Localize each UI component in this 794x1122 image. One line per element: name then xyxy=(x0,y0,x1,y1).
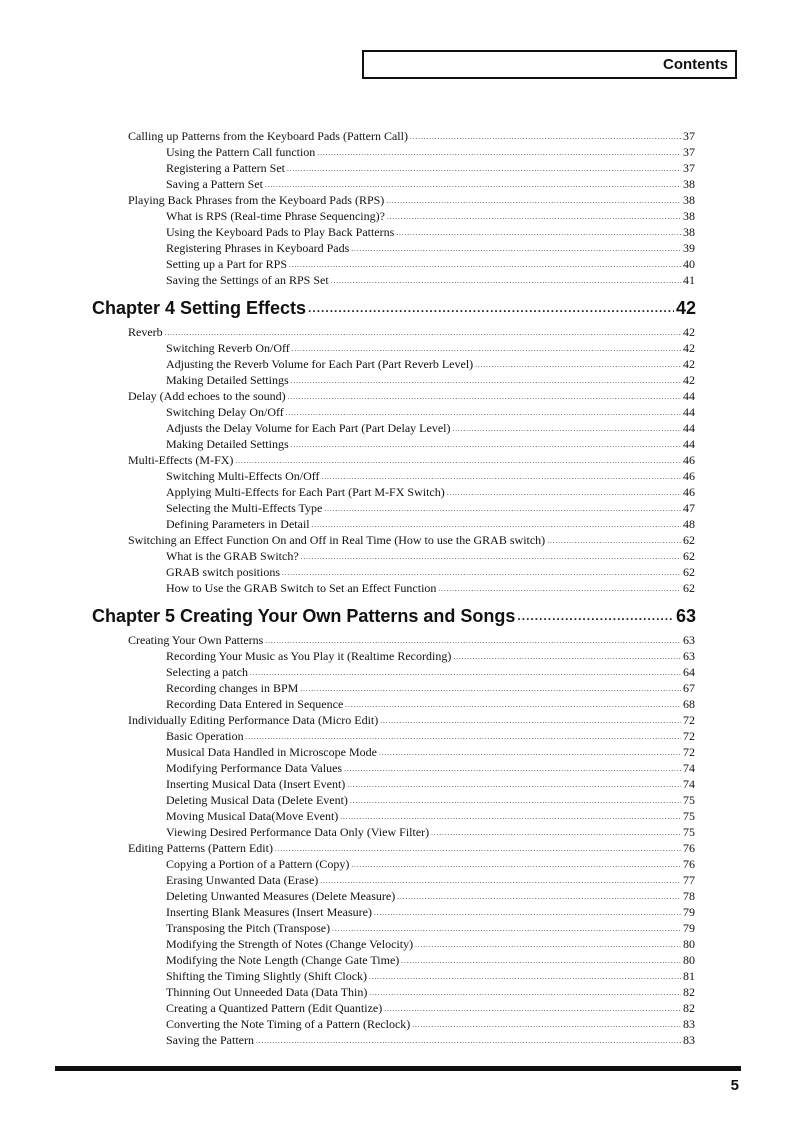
toc-entry[interactable] xyxy=(166,665,695,682)
toc-entry-label: Making Detailed Settings xyxy=(166,373,289,387)
toc-entry-label: Applying Multi-Effects for Each Part (Part M-FX Switch) xyxy=(166,485,445,499)
toc-page-number: 42 xyxy=(683,357,695,371)
toc-page-number: 72 xyxy=(683,729,695,743)
toc-dot-leader xyxy=(256,1034,681,1049)
toc-dot-leader xyxy=(369,970,681,985)
toc-entry[interactable] xyxy=(166,501,695,518)
toc-page-number: 75 xyxy=(683,793,695,807)
toc-dot-leader xyxy=(288,390,681,405)
toc-entry[interactable] xyxy=(128,453,695,470)
toc-entry-label: Modifying Performance Data Values xyxy=(166,761,343,775)
page-number: 5 xyxy=(730,1077,739,1094)
toc-page-number: 80 xyxy=(683,953,695,967)
toc-page-number: 38 xyxy=(683,209,695,223)
toc-page-number: 68 xyxy=(683,697,695,711)
toc-dot-leader xyxy=(387,210,681,225)
toc-entry-label: Creating a Quantized Pattern (Edit Quantize) xyxy=(166,1001,383,1015)
toc-entry[interactable] xyxy=(166,825,695,842)
toc-entry-label: What is RPS (Real-time Phrase Sequencing)? xyxy=(166,209,385,223)
toc-dot-leader xyxy=(547,534,681,549)
toc-page-number: 42 xyxy=(675,298,696,318)
toc-entry-label: Reverb xyxy=(128,325,163,339)
toc-page-number: 42 xyxy=(683,373,695,387)
toc-entry[interactable] xyxy=(128,389,695,406)
toc-entry[interactable] xyxy=(166,421,695,438)
toc-entry-label: Calling up Patterns from the Keyboard Pads (Pattern Call) xyxy=(128,129,408,143)
toc-entry-label: Adjusting the Reverb Volume for Each Part (Part Reverb Level) xyxy=(166,357,474,371)
toc-entry-label: Switching Multi-Effects On/Off xyxy=(166,469,320,483)
toc-entry[interactable] xyxy=(166,649,695,666)
toc-page-number: 42 xyxy=(683,325,695,339)
toc-dot-leader xyxy=(265,634,681,649)
toc-entry-label: Selecting a patch xyxy=(166,665,248,679)
toc-entry[interactable] xyxy=(166,1017,695,1034)
toc-chapter-entry[interactable] xyxy=(92,297,696,321)
toc-entry[interactable] xyxy=(166,437,695,454)
toc-entry-label: Adjusts the Delay Volume for Each Part (Part Delay Level) xyxy=(166,421,451,435)
toc-dot-leader xyxy=(374,906,681,921)
toc-entry[interactable] xyxy=(166,1001,695,1018)
toc-entry-label: GRAB switch positions xyxy=(166,565,281,579)
toc-entry-label: Saving a Pattern Set xyxy=(166,177,263,191)
toc-entry[interactable] xyxy=(166,373,695,390)
toc-entry-label: Delay (Add echoes to the sound) xyxy=(128,389,286,403)
toc-page-number: 38 xyxy=(683,193,695,207)
toc-dot-leader xyxy=(286,406,681,421)
toc-dot-leader xyxy=(475,358,681,373)
toc-entry[interactable] xyxy=(166,1033,695,1050)
toc-entry-label: Erasing Unwanted Data (Erase) xyxy=(166,873,319,887)
toc-page-number: 37 xyxy=(683,161,695,175)
toc-page-number: 83 xyxy=(683,1033,695,1047)
toc-entry[interactable] xyxy=(166,937,695,954)
toc-entry[interactable] xyxy=(166,905,695,922)
toc-entry[interactable] xyxy=(128,841,695,858)
toc-page-number: 72 xyxy=(683,745,695,759)
toc-dot-leader xyxy=(332,922,681,937)
toc-entry-label: Transposing the Pitch (Transpose) xyxy=(166,921,331,935)
toc-page-number: 48 xyxy=(683,517,695,531)
toc-entry-label: Recording Your Music as You Play it (Realtime Recording) xyxy=(166,649,452,663)
toc-dot-leader xyxy=(292,342,681,357)
toc-dot-leader xyxy=(410,130,681,145)
toc-entry[interactable] xyxy=(166,161,695,178)
toc-entry[interactable] xyxy=(166,889,695,906)
toc-entry-label: Chapter 4 Setting Effects xyxy=(92,298,307,318)
toc-page-number: 63 xyxy=(675,606,696,626)
toc-dot-leader xyxy=(340,810,681,825)
toc-entry[interactable] xyxy=(166,681,695,698)
toc-entry-label: Saving the Pattern xyxy=(166,1033,254,1047)
toc-entry[interactable] xyxy=(166,341,695,358)
toc-entry-label: Defining Parameters in Detail xyxy=(166,517,310,531)
section-title: Contents xyxy=(663,56,728,73)
toc-entry[interactable] xyxy=(166,969,695,986)
toc-page-number: 79 xyxy=(683,905,695,919)
toc-entry-label: Inserting Musical Data (Insert Event) xyxy=(166,777,346,791)
toc-entry-label: Converting the Note Timing of a Pattern (Reclock) xyxy=(166,1017,411,1031)
toc-entry-label: How to Use the GRAB Switch to Set an Effect Function xyxy=(166,581,437,595)
toc-entry[interactable] xyxy=(166,469,695,486)
toc-page-number: 75 xyxy=(683,825,695,839)
toc-dot-leader xyxy=(308,297,674,319)
toc-entry-label: Using the Keyboard Pads to Play Back Patterns xyxy=(166,225,395,239)
toc-page-number: 79 xyxy=(683,921,695,935)
toc-page-number: 82 xyxy=(683,1001,695,1015)
toc-entry[interactable] xyxy=(166,729,695,746)
toc-page-number: 40 xyxy=(683,257,695,271)
toc-page-number: 78 xyxy=(683,889,695,903)
toc-entry-label: What is the GRAB Switch? xyxy=(166,549,299,563)
toc-page-number: 46 xyxy=(683,469,695,483)
toc-page-number: 62 xyxy=(683,565,695,579)
toc-entry[interactable] xyxy=(166,257,695,274)
toc-entry-label: Making Detailed Settings xyxy=(166,437,289,451)
toc-entry-label: Saving the Settings of an RPS Set xyxy=(166,273,329,287)
toc-dot-leader xyxy=(345,698,681,713)
toc-page-number: 63 xyxy=(683,633,695,647)
toc-entry[interactable] xyxy=(166,857,695,874)
toc-page-number: 44 xyxy=(683,389,695,403)
toc-entry-label: Deleting Musical Data (Delete Event) xyxy=(166,793,348,807)
toc-dot-leader xyxy=(396,226,681,241)
toc-entry[interactable] xyxy=(166,209,695,226)
toc-page-number: 37 xyxy=(683,145,695,159)
toc-page-number: 44 xyxy=(683,437,695,451)
toc-dot-leader xyxy=(344,762,681,777)
toc-page-number: 74 xyxy=(683,777,695,791)
toc-entry[interactable] xyxy=(166,177,695,194)
toc-entry[interactable] xyxy=(166,953,695,970)
toc-dot-leader xyxy=(380,714,681,729)
toc-entry[interactable] xyxy=(166,985,695,1002)
toc-dot-leader xyxy=(312,518,681,533)
toc-page-number: 67 xyxy=(683,681,695,695)
toc-dot-leader xyxy=(235,454,681,469)
toc-entry[interactable] xyxy=(166,777,695,794)
toc-page-number: 47 xyxy=(683,501,695,515)
toc-entry[interactable] xyxy=(166,565,695,582)
toc-entry-label: Editing Patterns (Pattern Edit) xyxy=(128,841,273,855)
toc-page-number: 83 xyxy=(683,1017,695,1031)
toc-dot-leader xyxy=(384,1002,681,1017)
toc-entry[interactable] xyxy=(166,793,695,810)
footer-rule xyxy=(55,1066,741,1071)
toc-dot-leader xyxy=(320,874,681,889)
toc-dot-leader xyxy=(452,422,681,437)
toc-dot-leader xyxy=(401,954,681,969)
toc-entry-label: Inserting Blank Measures (Insert Measure) xyxy=(166,905,372,919)
toc-dot-leader xyxy=(369,986,681,1001)
toc-entry[interactable] xyxy=(128,533,695,550)
toc-dot-leader xyxy=(351,858,681,873)
toc-entry-label: Multi-Effects (M-FX) xyxy=(128,453,234,467)
toc-entry-label: Musical Data Handled in Microscope Mode xyxy=(166,745,377,759)
toc-page-number: 62 xyxy=(683,549,695,563)
toc-entry[interactable] xyxy=(166,273,695,290)
toc-dot-leader xyxy=(438,582,681,597)
toc-page-number: 81 xyxy=(683,969,695,983)
toc-dot-leader xyxy=(291,438,681,453)
toc-dot-leader xyxy=(322,470,681,485)
toc-entry[interactable] xyxy=(166,485,695,502)
toc-entry-label: Deleting Unwanted Measures (Delete Measure) xyxy=(166,889,396,903)
toc-entry-label: Registering a Pattern Set xyxy=(166,161,285,175)
toc-entry-label: Shifting the Timing Slightly (Shift Clock) xyxy=(166,969,368,983)
toc-page-number: 42 xyxy=(683,341,695,355)
toc-dot-leader xyxy=(275,842,681,857)
toc-entry-label: Registering Phrases in Keyboard Pads xyxy=(166,241,350,255)
toc-entry[interactable] xyxy=(166,745,695,762)
toc-entry[interactable] xyxy=(166,241,695,258)
toc-page-number: 64 xyxy=(683,665,695,679)
toc-entry-label: Recording Data Entered in Sequence xyxy=(166,697,344,711)
toc-dot-leader xyxy=(453,650,681,665)
toc-page-number: 37 xyxy=(683,129,695,143)
toc-entry[interactable] xyxy=(166,761,695,778)
toc-page-number: 74 xyxy=(683,761,695,775)
toc-entry-label: Switching Reverb On/Off xyxy=(166,341,290,355)
toc-entry-label: Copying a Portion of a Pattern (Copy) xyxy=(166,857,350,871)
toc-entry-label: Basic Operation xyxy=(166,729,244,743)
toc-dot-leader xyxy=(289,258,681,273)
toc-dot-leader xyxy=(415,938,681,953)
toc-entry[interactable] xyxy=(166,225,695,242)
toc-entry-label: Switching an Effect Function On and Off in Real Time (How to use the GRAB switch) xyxy=(128,533,546,547)
toc-dot-leader xyxy=(265,178,681,193)
toc-entry[interactable] xyxy=(166,517,695,534)
toc-dot-leader xyxy=(386,194,681,209)
toc-entry[interactable] xyxy=(128,129,695,146)
toc-page-number: 82 xyxy=(683,985,695,999)
toc-entry-label: Selecting the Multi-Effects Type xyxy=(166,501,323,515)
toc-page-number: 76 xyxy=(683,841,695,855)
toc-entry[interactable] xyxy=(166,873,695,890)
toc-dot-leader xyxy=(301,550,681,565)
toc-dot-leader xyxy=(300,682,681,697)
toc-entry-label: Playing Back Phrases from the Keyboard Pads (RPS) xyxy=(128,193,385,207)
toc-entry[interactable] xyxy=(128,193,695,210)
toc-entry[interactable] xyxy=(128,325,695,342)
toc-page-number: 39 xyxy=(683,241,695,255)
toc-dot-leader xyxy=(324,502,681,517)
toc-dot-leader xyxy=(350,794,681,809)
toc-entry[interactable] xyxy=(128,713,695,730)
toc-entry[interactable] xyxy=(166,921,695,938)
toc-dot-leader xyxy=(250,666,681,681)
toc-page-number: 41 xyxy=(683,273,695,287)
toc-entry-label: Modifying the Strength of Notes (Change Velocity) xyxy=(166,937,414,951)
toc-entry[interactable] xyxy=(166,697,695,714)
toc-page-number: 76 xyxy=(683,857,695,871)
toc-dot-leader xyxy=(412,1018,681,1033)
toc-page-number: 72 xyxy=(683,713,695,727)
toc-chapter-entry[interactable] xyxy=(92,605,696,629)
toc-entry-label: Recording changes in BPM xyxy=(166,681,299,695)
toc-entry-label: Individually Editing Performance Data (Micro Edit) xyxy=(128,713,379,727)
toc-dot-leader xyxy=(165,326,681,341)
toc-dot-leader xyxy=(317,146,681,161)
toc-page-number: 38 xyxy=(683,177,695,191)
toc-entry-label: Moving Musical Data(Move Event) xyxy=(166,809,339,823)
toc-entry-label: Thinning Out Unneeded Data (Data Thin) xyxy=(166,985,368,999)
toc-entry-label: Modifying the Note Length (Change Gate Time) xyxy=(166,953,400,967)
toc-dot-leader xyxy=(331,274,681,289)
toc-page-number: 62 xyxy=(683,533,695,547)
toc-dot-leader xyxy=(351,242,681,257)
toc-dot-leader xyxy=(347,778,681,793)
toc-page-number: 62 xyxy=(683,581,695,595)
toc-page-number: 44 xyxy=(683,421,695,435)
toc-dot-leader xyxy=(291,374,681,389)
toc-page-number: 46 xyxy=(683,485,695,499)
toc-entry-label: Switching Delay On/Off xyxy=(166,405,284,419)
toc-page-number: 46 xyxy=(683,453,695,467)
toc-entry[interactable] xyxy=(166,405,695,422)
toc-dot-leader xyxy=(246,730,681,745)
toc-dot-leader xyxy=(282,566,681,581)
toc-page-number: 77 xyxy=(683,873,695,887)
toc-entry[interactable] xyxy=(166,581,695,598)
toc-entry-label: Setting up a Part for RPS xyxy=(166,257,288,271)
toc-entry-label: Creating Your Own Patterns xyxy=(128,633,264,647)
toc-page-number: 63 xyxy=(683,649,695,663)
toc-entry[interactable] xyxy=(128,633,695,650)
toc-page-number: 80 xyxy=(683,937,695,951)
toc-entry[interactable] xyxy=(166,145,695,162)
toc-page-number: 75 xyxy=(683,809,695,823)
toc-entry[interactable] xyxy=(166,809,695,826)
toc-dot-leader xyxy=(287,162,681,177)
toc-entry[interactable] xyxy=(166,549,695,566)
toc-page-number: 38 xyxy=(683,225,695,239)
toc-dot-leader xyxy=(447,486,681,501)
toc-entry[interactable] xyxy=(166,357,695,374)
toc-dot-leader xyxy=(397,890,681,905)
toc-page-number: 44 xyxy=(683,405,695,419)
toc-entry-label: Chapter 5 Creating Your Own Patterns and Songs xyxy=(92,606,516,626)
section-title-box xyxy=(362,50,737,79)
toc-entry-label: Using the Pattern Call function xyxy=(166,145,316,159)
toc-dot-leader xyxy=(379,746,681,761)
toc-dot-leader xyxy=(431,826,681,841)
toc-dot-leader xyxy=(517,605,674,627)
toc-entry-label: Viewing Desired Performance Data Only (View Filter) xyxy=(166,825,430,839)
